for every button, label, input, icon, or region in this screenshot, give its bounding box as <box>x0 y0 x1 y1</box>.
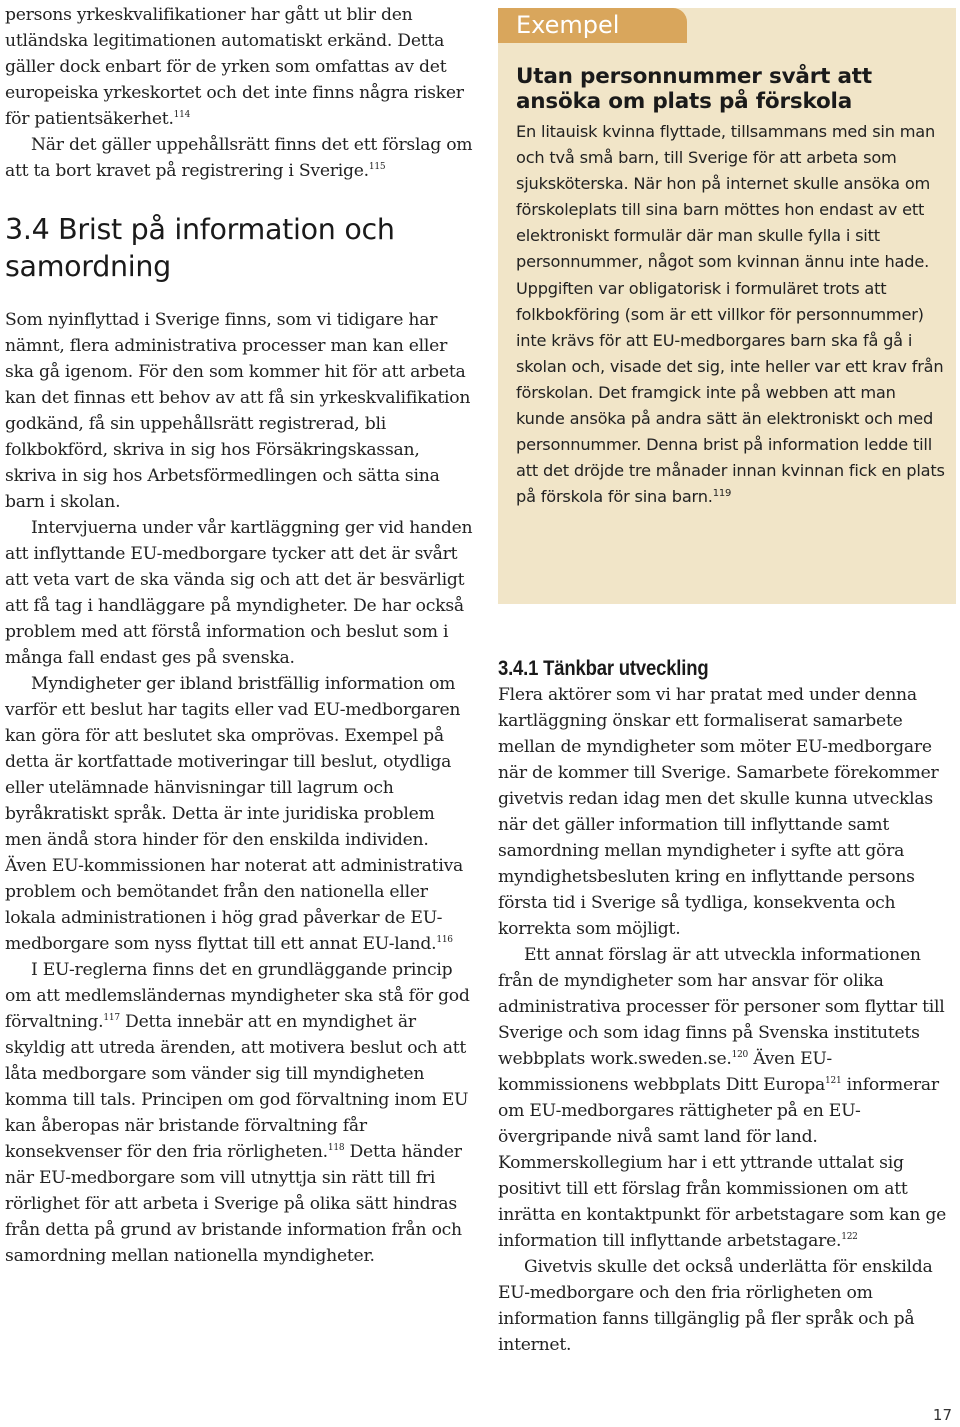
left-column <box>5 2 473 1269</box>
paragraph: När det gäller uppehållsrätt finns det ett förslag om att ta bort kravet på registrering i Sverige.$^{115}$ <box>5 135 473 181</box>
example-body: En litauisk kvinna flyttade, tillsammans med sin man och två små barn, till Sverige för att arbeta som sjuksköterska. När hon på internet skulle ansöka om förskoleplats till sina barn möttes hon endast av ett elektroniskt formulär där man skulle fylla i sitt personnummer, något som kvinnan ännu inte hade. Uppgiften var obligatorisk i formuläret trots att folkbokföring (som är ett villkor för personnummer) inte krävs för att EU-medborgares barn ska få gå i skolan och, visade det sig, inte heller var ett krav från förskolan. Det framgick inte på webben att man kunde ansöka på andra sätt än elektroniskt och med personnummer. Denna brist på information ledde till att det dröjde tre månader innan kvinnan fick en plats på förskola för sina barn.$^{119}$ <box>516 122 945 507</box>
footnote-ref: 115 <box>368 162 386 172</box>
section-heading: 3.4 Brist på information och samordning <box>5 213 395 283</box>
footnote-ref: 114 <box>173 110 191 120</box>
paragraph: Som nyinflyttad i Sverige finns, som vi tidigare har nämnt, flera administrativa processer man kan eller ska gå igenom. För den som kommer hit för att arbeta kan det finnas ett behov av att få sin yrkeskvalifikation godkänd, få sin uppehållsrätt registrerad, bli folkbokförd, skriva in sig hos Försäkringskassan, skriva in sig hos Arbetsförmedlingen och sätta sina barn i skolan. <box>5 310 471 512</box>
example-box <box>498 8 956 604</box>
footnote-ref: 117 <box>103 1013 120 1023</box>
footnote-ref: 122 <box>841 1232 858 1242</box>
example-title: Utan personnummer svårt att ansöka om plats på förskola <box>516 64 872 114</box>
page-number: 17 <box>932 1406 952 1424</box>
paragraph: Ett annat förslag är att utveckla informationen från de myndigheter som har ansvar för olika administrativa processer för personer som flyttar till Sverige och som idag finns på Svenska institutets webbplats work.sweden.se.$^{120}$ Även EU-kommissionens webbplats Ditt Europa$^{121}$ informerar om EU-medborgares rättigheter på en EU-övergripande nivå samt land för land. Kommerskollegium har i ett yttrande uttalat sig positivt till ett förslag från kommissionen om att inrätta en kontaktpunkt för arbetstagare som kan ge information till inflyttande arbetstagare.$^{122}$ <box>498 945 947 1251</box>
example-tab: Exempel <box>498 8 687 43</box>
paragraph: Givetvis skulle det också underlätta för enskilda EU-medborgare och den fria rörligheten om information fanns tillgänglig på fler språk och på internet. <box>498 1257 933 1355</box>
right-column <box>498 656 956 1358</box>
paragraph: Myndigheter ger ibland bristfällig information om varför ett beslut har tagits eller vad EU-medborgaren kan göra för att beslutet ska omprövas. Exempel på detta är kortfattade motiveringar till beslut, otydliga eller utelämnade hänvisningar till lagrum och byråkratiskt språk. Detta är inte juridiska problem men ändå stora hinder för den enskilda individen. Även EU-kommissionen har noterat att administrativa problem och bemötandet från den nationella eller lokala administrationen i hög grad påverkar de EU-medborgare som nyss flyttat till ett annat EU-land.$^{116}$ <box>5 674 464 954</box>
footnote-ref: 118 <box>327 1143 345 1153</box>
paragraph: persons yrkeskvalifikationer har gått ut blir den utländska legitimationen automatiskt erkänd. Detta gäller dock enbart för de yrken som omfattas av det europeiska yrkeskortet och det inte finns några risker för patientsäkerhet.$^{114}$ <box>5 5 464 129</box>
subsection-heading: 3.4.1 Tänkbar utveckling <box>498 657 709 680</box>
footnote-ref: 116 <box>436 935 453 945</box>
footnote-ref: 120 <box>731 1050 749 1060</box>
paragraph: Intervjuerna under vår kartläggning ger vid handen att inflyttande EU-medborgare tycker att det är svårt att veta vart de ska vända sig och att det är besvärligt att få tag i handläggare på myndigheter. De har också problem med att förstå information och beslut som i många fall endast ges på svenska. <box>5 518 473 668</box>
paragraph: Flera aktörer som vi har pratat med under denna kartläggning önskar ett formaliserat samarbete mellan de myndigheter som möter EU-medborgare när de kommer till Sverige. Samarbete förekommer givetvis redan idag men det skulle kunna utvecklas när det gäller information till inflyttande samt samordning mellan myndigheter i syfte att göra myndighetsbesluten kring en inflyttande persons första tid i Sverige så tydliga, konsekventa och korrekta som möjligt. <box>498 685 939 939</box>
paragraph: I EU-reglerna finns det en grundläggande princip om att medlemsländernas myndigheter ska stå för god förvaltning.$^{117}$ Detta innebär att en myndighet är skyldig att utreda ärenden, att motivera beslut och att låta medborgare som vänder sig till myndigheten komma till tals. Principen om god förvaltning inom EU kan åberopas när bristande förvaltning får konsekvenser för den fria rörligheten.$^{118}$ Detta händer när EU-medborgare som vill utnyttja sin rätt till fri rörlighet för att arbeta i Sverige på olika sätt hindras från detta på grund av bristande information från och samordning mellan nationella myndigheter. <box>5 960 470 1266</box>
footnote-ref: 121 <box>825 1076 842 1086</box>
footnote-ref: 119 <box>712 488 732 500</box>
